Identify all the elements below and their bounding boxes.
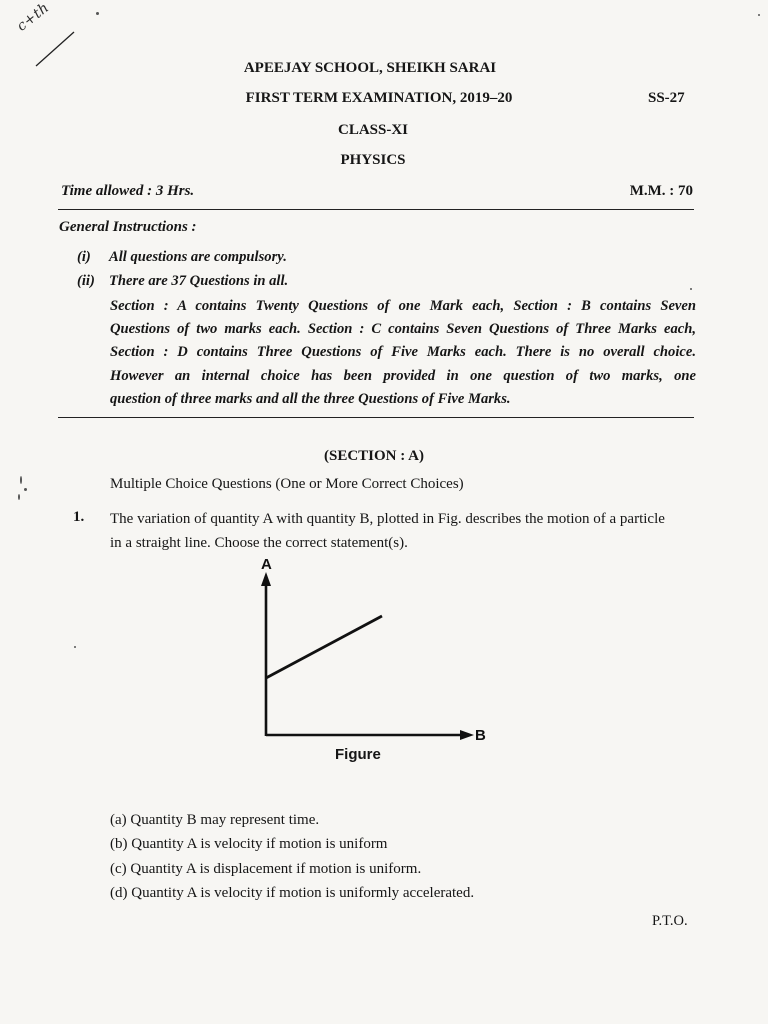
section-caption: Multiple Choice Questions (One or More Correct Choices)	[110, 476, 464, 492]
figure-caption: Figure	[335, 746, 381, 763]
question-line: in a straight line. Choose the correct statement(s).	[110, 535, 408, 551]
subject-label: PHYSICS	[340, 152, 406, 168]
scan-speck	[96, 12, 99, 15]
paragraph-line: Section : A contains Twenty Questions of one Mark each, Section : B contains Seven	[110, 298, 696, 314]
x-axis-label: B	[475, 727, 486, 744]
scan-speck	[758, 14, 760, 16]
y-axis-arrow	[261, 572, 271, 586]
question-number: 1.	[73, 509, 85, 525]
instruction-number: (ii)	[77, 273, 95, 289]
instruction-item	[77, 246, 287, 270]
option-a: (a) Quantity B may represent time.	[110, 812, 320, 828]
time-marks-row	[61, 183, 693, 205]
answer-options	[110, 808, 474, 905]
handwritten-note: c+th	[14, 0, 53, 35]
paragraph-line: Questions of two marks each. Section : C contains Seven Questions of Three Marks each,	[110, 321, 696, 338]
scan-speck	[20, 476, 22, 484]
time-allowed: Time allowed : 3 Hrs.	[61, 183, 195, 199]
pto-label: P.T.O.	[652, 913, 688, 929]
graph-line	[266, 616, 382, 678]
class-label: CLASS-XI	[337, 122, 409, 138]
paragraph-line: question of three marks and all the three Questions of Five Marks.	[110, 390, 511, 407]
divider-top	[58, 209, 694, 210]
option-d: (d) Quantity A is velocity if motion is uniformly accelerated.	[110, 884, 475, 901]
divider-bottom	[58, 417, 694, 418]
exam-title: FIRST TERM EXAMINATION, 2019–20	[245, 90, 513, 106]
x-axis-arrow	[460, 730, 474, 740]
section-heading: (SECTION : A)	[323, 448, 424, 464]
instruction-text: There are 37 Questions in all.	[109, 273, 289, 289]
instruction-text: All questions are compulsory.	[109, 249, 287, 265]
option-b: (b) Quantity A is velocity if motion is uniform	[110, 836, 388, 853]
question-line: The variation of quantity A with quantity B, plotted in Fig. describes the motion of a particle	[110, 511, 665, 527]
motion-graph-figure	[250, 556, 500, 746]
scan-speck	[18, 494, 20, 500]
question-text	[110, 507, 694, 555]
instruction-number: (i)	[77, 249, 91, 265]
instructions-title: General Instructions :	[59, 219, 197, 235]
school-name: APEEJAY SCHOOL, SHEIKH SARAI	[243, 60, 497, 76]
scan-speck	[24, 488, 27, 491]
paper-code: SS-27	[648, 90, 685, 106]
scan-speck	[74, 646, 76, 648]
section-structure-paragraph	[110, 295, 696, 411]
maximum-marks: M.M. : 70	[629, 183, 693, 199]
scan-speck	[690, 288, 692, 290]
paragraph-line: However an internal choice has been provided in one question of two marks, one	[110, 367, 696, 384]
option-c: (c) Quantity A is displacement if motion is uniform.	[110, 860, 422, 877]
instruction-item	[77, 270, 288, 294]
y-axis-label: A	[261, 556, 272, 573]
paragraph-line: Section : D contains Three Questions of Five Marks each. There is no overall choice.	[110, 344, 696, 361]
